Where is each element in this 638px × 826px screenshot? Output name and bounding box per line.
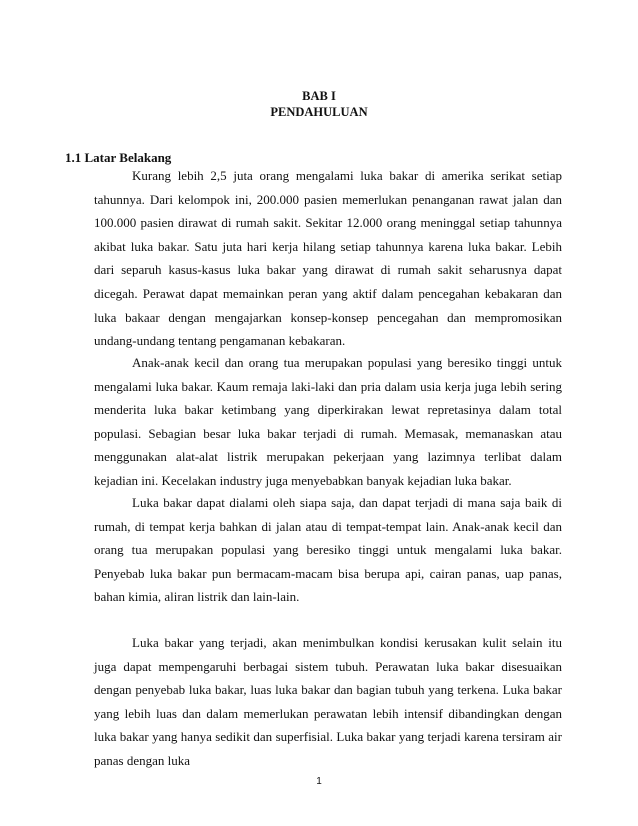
page-number: 1	[316, 776, 322, 787]
chapter-label: BAB I	[302, 89, 336, 103]
paragraph-4-block	[94, 631, 562, 773]
paragraph: Luka bakar dapat dialami oleh siapa saja, dan dapat terjadi di mana saja baik di rumah, di tempat kerja bahkan di jalan atau di tempat-tempat lain. Anak-anak kecil dan orang tua merupakan populasi yang beresiko tinggi untuk mengalami luka bakar. Penyebab luka bakar pun bermacam-macam bisa berupa api, cairan panas, uap panas, bahan kimia, aliran listrik dan lain-lain.	[94, 495, 562, 605]
paragraph-1-block	[94, 164, 562, 353]
paragraph: Anak-anak kecil dan orang tua merupakan populasi yang beresiko tinggi untuk mengalami luka bakar. Kaum remaja laki-laki dan pria dalam usia kerja juga lebih sering menderita luka bakar ketimbang yang diperkirakan lewat repretasinya dalam total populasi. Sebagian besar luka bakar terjadi di rumah. Memasak, memanaskan atau menggunakan alat-alat listrik merupakan pekerjaan yang lazimnya terlibat dalam kejadian ini. Kecelakan industry juga menyebabkan banyak kejadian luka bakar.	[94, 355, 562, 488]
paragraph-2-block	[94, 351, 562, 493]
chapter-title: PENDAHULUAN	[270, 105, 368, 119]
paragraph: Luka bakar yang terjadi, akan menimbulkan kondisi kerusakan kulit selain itu juga dapat mempengaruhi berbagai sistem tubuh. Perawatan luka bakar disesuaikan dengan penyebab luka bakar, luas luka bakar dan bagian tubuh yang terkena. Luka bakar yang lebih luas dan dalam memerlukan perawatan lebih intensif dibandingkan dengan luka bakar yang hanya sedikit dan superfisial. Luka bakar yang terjadi karena tersiram air panas dengan luka	[94, 635, 562, 768]
paragraph: Kurang lebih 2,5 juta orang mengalami luka bakar di amerika serikat setiap tahunnya. Dari kelompok ini, 200.000 pasien memerlukan penanganan rawat jalan dan 100.000 pasien dirawat di rumah sakit. Sekitar 12.000 orang meninggal setiap tahunnya akibat luka bakar. Satu juta hari kerja hilang setiap tahunnya karena luka bakar. Lebih dari separuh kasus-kasus luka bakar yang dirawat di rumah sakit seharusnya dapat dicegah. Perawat dapat memainkan peran yang aktif dalam pencegahan kebakaran dan luka bakaar dengan mengajarkan konsep-konsep pencegahan dan mempromosikan undang-undang tentang pengamanan kebakaran.	[94, 168, 562, 349]
paragraph-3-block	[94, 491, 562, 609]
section-heading: 1.1 Latar Belakang	[65, 150, 172, 165]
